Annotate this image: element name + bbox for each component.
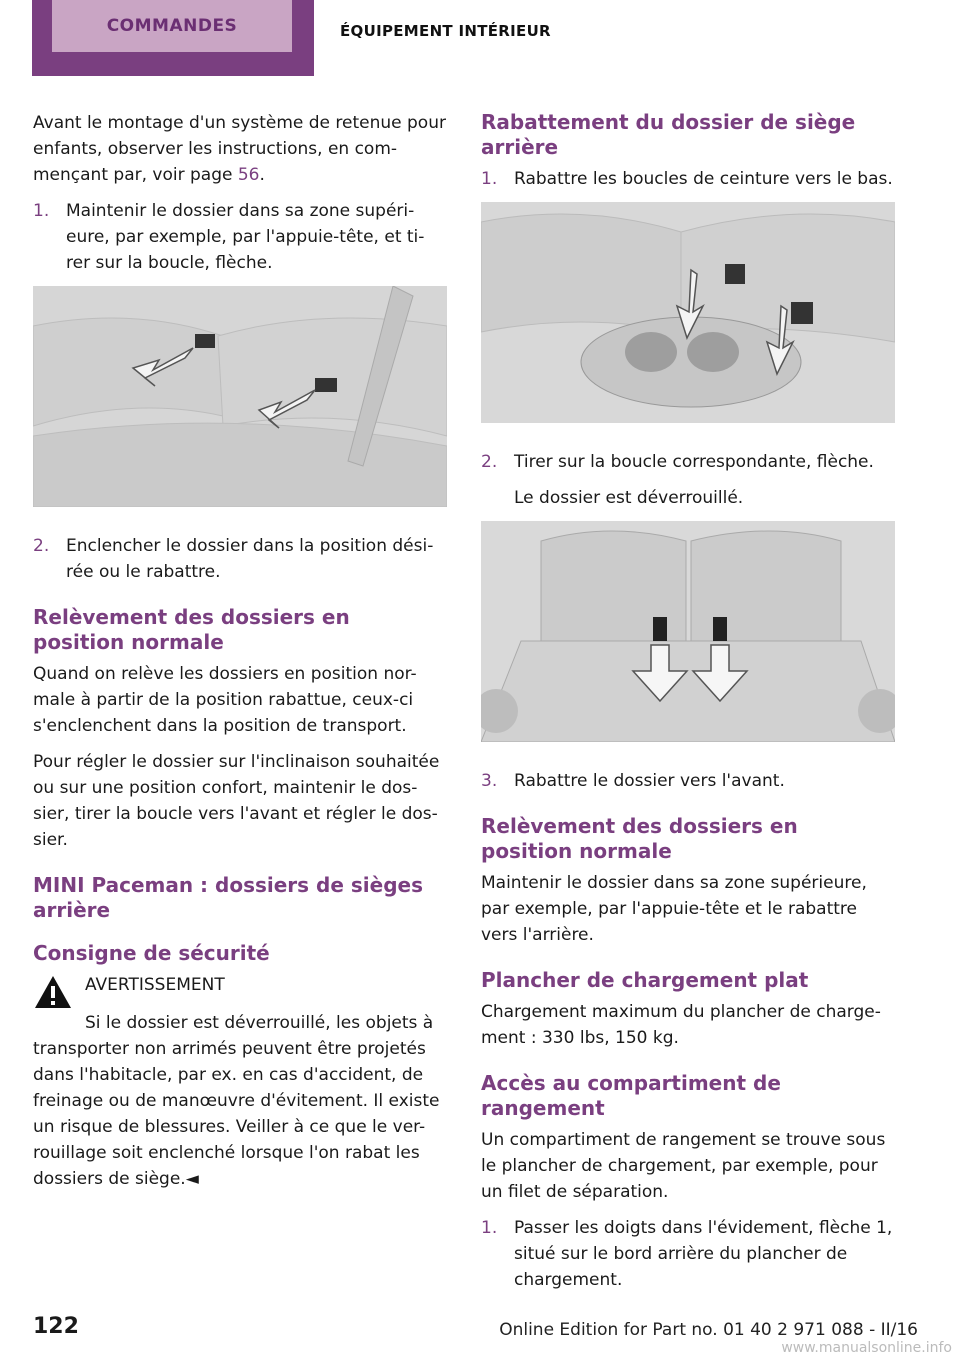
rear-seat-figure [481, 521, 895, 742]
step-text: Tirer sur la boucle correspondante, flèche. [514, 452, 874, 472]
section-heading: Consigne de sécurité [33, 941, 270, 965]
intro-text: Avant le montage d'un système de retenue pour enfants, observer les instructions, en com-mençant par, voir page [33, 113, 446, 185]
step-text: Enclencher le dossier dans la position dési-rée ou le rabattre. [66, 536, 434, 582]
step-number: 1. [481, 1218, 498, 1238]
section-title: ÉQUIPEMENT INTÉRIEUR [340, 22, 551, 40]
warning-block [33, 972, 447, 1010]
list-item [481, 449, 895, 475]
step-number: 2. [33, 536, 50, 556]
edition-footer: Online Edition for Part no. 01 40 2 971 088 - II/16 [499, 1320, 918, 1340]
page-link[interactable]: 56 [237, 165, 260, 185]
list-item [481, 1215, 895, 1293]
paragraph: Quand on relève les dossiers en position nor-male à partir de la position rabattue, ceux-ci s'enclenchent dans la position de transport. [33, 664, 417, 736]
step-text: Maintenir le dossier dans sa zone supéri-eure, par exemple, par l'appuie-tête, et ti-rer sur la boucle, flèche. [66, 201, 425, 273]
intro-paragraph [33, 110, 447, 188]
intro-period: . [259, 165, 265, 185]
page-number: 122 [33, 1314, 79, 1339]
right-column [481, 110, 895, 1303]
folded-buckles-figure [481, 202, 895, 423]
list-item [481, 768, 895, 794]
section-heading: Relèvement des dossiers en position normale [481, 814, 798, 863]
step-number: 1. [481, 169, 498, 189]
step-text: Rabattre le dossier vers l'avant. [514, 771, 785, 791]
end-mark: ◄ [185, 1169, 199, 1189]
paragraph: Maintenir le dossier dans sa zone supérieure, par exemple, par l'appuie-tête et le rabattre vers l'arrière. [481, 873, 867, 945]
section-heading: Accès au compartiment de rangement [481, 1071, 781, 1120]
section-heading: Plancher de chargement plat [481, 968, 809, 992]
warning-text-paragraph [33, 1010, 447, 1192]
step-number: 2. [481, 452, 498, 472]
list-item [481, 166, 895, 192]
step-text: Rabattre les boucles de ceinture vers le bas. [514, 169, 893, 189]
section-heading: Rabattement du dossier de siège arrière [481, 110, 856, 159]
seat-belt-buckle-figure [33, 286, 447, 507]
section-heading: MINI Paceman : dossiers de sièges arrière [33, 873, 423, 922]
paragraph: Chargement maximum du plancher de charge-ment : 330 lbs, 150 kg. [481, 1002, 881, 1048]
paragraph: Pour régler le dossier sur l'inclinaison souhaitée ou sur une position confort, maintenir le dos-sier, tirer la boucle vers l'avant et régler le dos-sier. [33, 752, 440, 850]
tab-commandes[interactable]: COMMANDES [52, 0, 292, 52]
list-item [33, 198, 447, 276]
warning-text: Si le dossier est déverrouillé, les objets à transporter non arrimés peuvent être projetés dans l'habitacle, par ex. en cas d'accident, de freinage ou de manœuvre d'évitement. Il existe un risque de blessures. Veiller à ce que le ver-rouillage soit enclenché lorsque l'on rabat les dossiers de siège. [33, 1013, 440, 1189]
step-number: 3. [481, 771, 498, 791]
step-text: Passer les doigts dans l'évidement, flèche 1, situé sur le bord arrière du plancher de chargement. [514, 1218, 893, 1290]
warning-icon [33, 974, 73, 1010]
watermark: www.manualsonline.info [781, 1340, 952, 1356]
step-number: 1. [33, 201, 50, 221]
left-column [33, 110, 447, 1202]
step-note: Le dossier est déverrouillé. [514, 488, 744, 508]
list-item [33, 533, 447, 585]
section-heading: Relèvement des dossiers en position normale [33, 605, 350, 654]
warning-title: AVERTISSEMENT [85, 975, 225, 995]
paragraph: Un compartiment de rangement se trouve sous le plancher de chargement, par exemple, pour un filet de séparation. [481, 1130, 886, 1202]
